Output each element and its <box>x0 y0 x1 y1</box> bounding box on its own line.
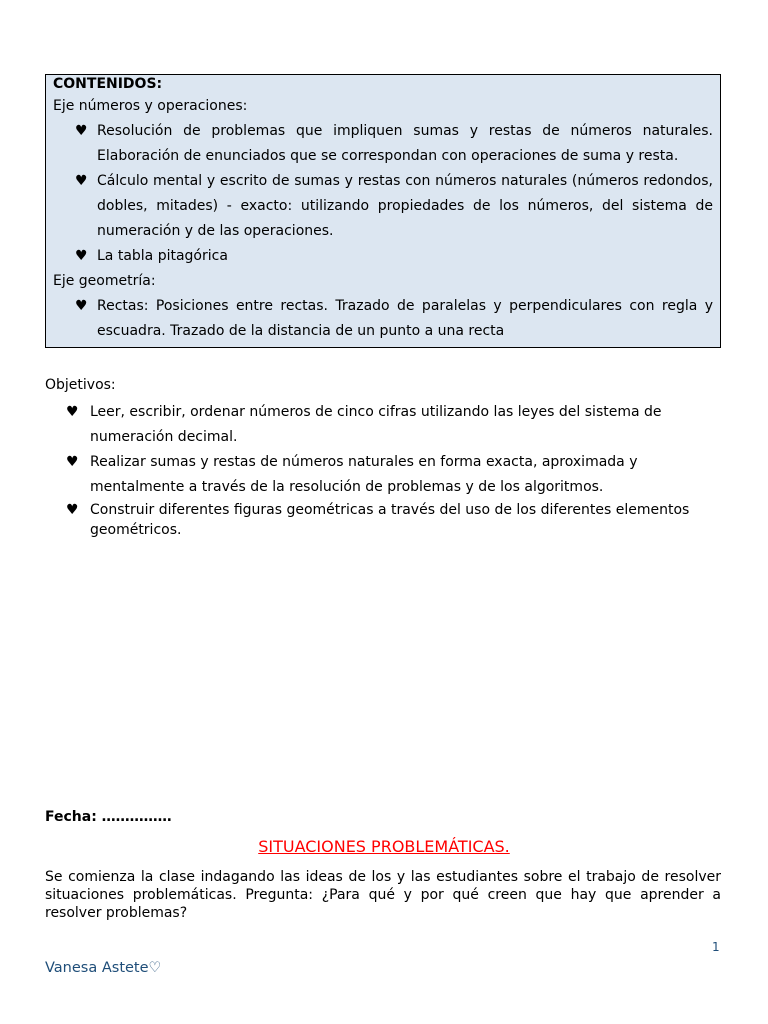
heart-bullet-icon: ♥ <box>66 404 79 420</box>
eje-numeros-list <box>53 119 713 269</box>
list-item: ♥ Resolución de problemas que impliquen sumas y restas de números naturales. Elaboración de enunciados que se correspondan con operaciones de suma y resta. <box>53 119 713 169</box>
heart-bullet-icon: ♥ <box>66 454 79 470</box>
footer-author: Vanesa Astete♡ <box>45 960 162 976</box>
contenidos-heading: CONTENIDOS: <box>53 76 163 92</box>
page-number: 1 <box>712 940 720 954</box>
eje-numeros-label: Eje números y operaciones: <box>53 98 248 114</box>
heart-bullet-icon: ♥ <box>75 123 88 139</box>
contenidos-box <box>45 74 721 348</box>
list-item: ♥ Realizar sumas y restas de números naturales en forma exacta, aproximada y mentalmente a través de la resolución de problemas y de los algoritmos. <box>45 450 725 500</box>
heart-bullet-icon: ♥ <box>75 248 88 264</box>
objetivos-section <box>45 375 725 540</box>
heart-bullet-icon: ♥ <box>66 502 79 518</box>
eje-geometria-list <box>53 294 713 344</box>
situaciones-title: SITUACIONES PROBLEMÁTICAS. <box>258 837 510 856</box>
list-item: ♥ La tabla pitagórica <box>53 244 713 269</box>
eje-geometria-label: Eje geometría: <box>53 273 156 289</box>
list-item: ♥ Leer, escribir, ordenar números de cinco cifras utilizando las leyes del sistema de numeración decimal. <box>45 400 725 450</box>
fecha-label: Fecha: …………… <box>45 809 172 825</box>
objetivos-title: Objetivos: <box>45 377 116 393</box>
heart-bullet-icon: ♥ <box>75 173 88 189</box>
list-item: ♥ Construir diferentes figuras geométricas a través del uso de los diferentes elementos geométricos. <box>66 502 690 538</box>
intro-paragraph: Se comienza la clase indagando las ideas de los y las estudiantes sobre el trabajo de resolver situaciones problemáticas. Pregunta: ¿Para qué y por qué creen que hay que aprender a resolver problemas? <box>45 869 721 921</box>
list-item: ♥ Rectas: Posiciones entre rectas. Trazado de paralelas y perpendiculares con regla y escuadra. Trazado de la distancia de un punto a una recta <box>53 294 713 344</box>
objetivos-list <box>45 400 725 540</box>
heart-bullet-icon: ♥ <box>75 298 88 314</box>
list-item: ♥ Cálculo mental y escrito de sumas y restas con números naturales (números redondos, dobles, mitades) - exacto: utilizando propiedades de los números, del sistema de numeración y de las operaciones. <box>53 169 713 244</box>
